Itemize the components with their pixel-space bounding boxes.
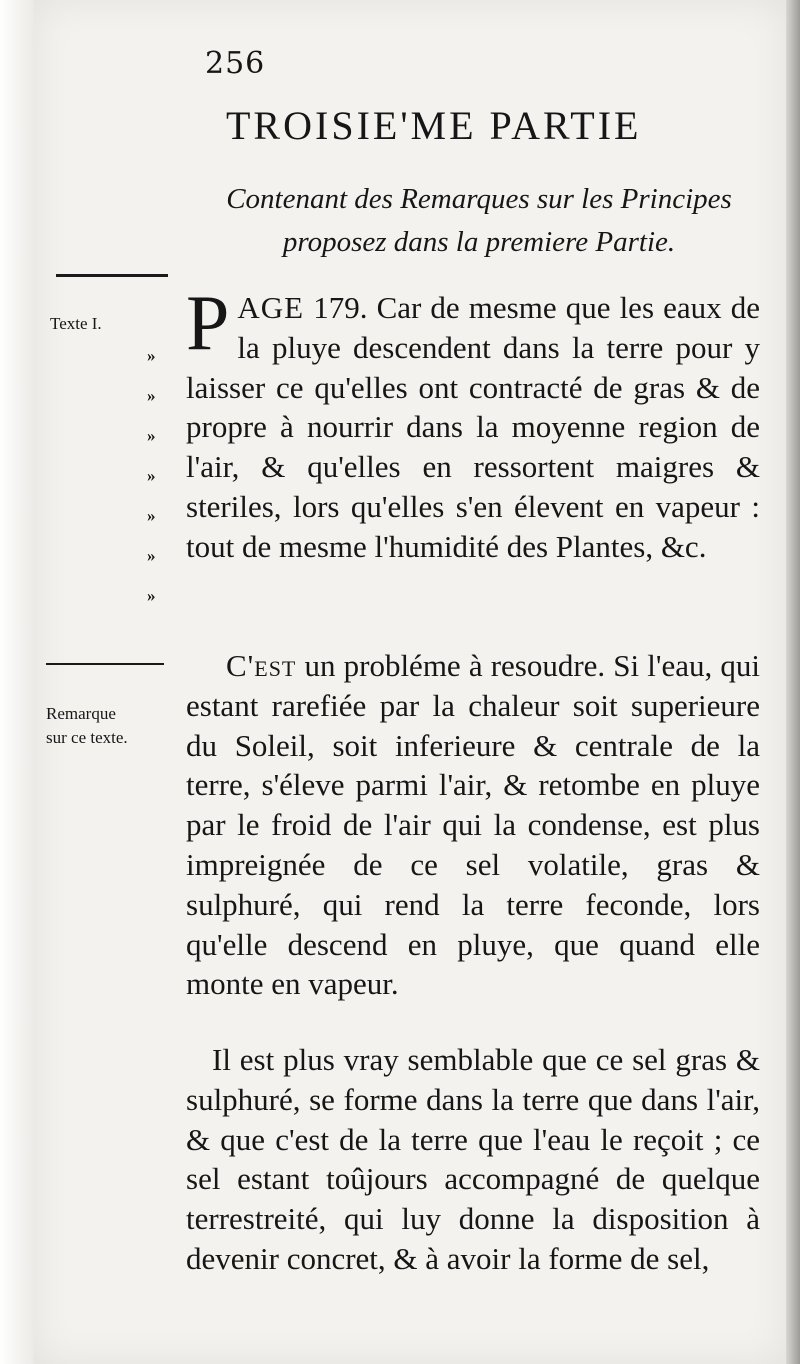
quote-opening: AGE [237,290,305,325]
drop-cap: P [186,279,230,366]
quote-mark: » [147,546,156,565]
remark-paragraph [186,646,760,1004]
margin-rule-bottom [46,663,164,665]
page-gutter [0,0,34,1364]
quote-mark: » [147,386,156,405]
quote-mark: » [147,466,156,485]
paragraph-3-text: Il est plus vray semblable que ce sel gras & sulphuré, se forme dans la terre que dans l'air, & que c'est de la terre que l'eau le reçoit ; ce sel estant toûjours accompagné de quelque terrestreité, qui luy donne la disposition à devenir concret, & à avoir la forme de sel, [186,1042,760,1276]
quote-body: 179. Car de mesme que les eaux de la pluye descendent dans la terre pour y laisser ce qu'elles ont contracté de gras & de propre à nourrir dans la moyenne region de l'air, & qu'elles en ressortent maigres & steriles, lors qu'elles s'en élevent en vapeur : tout de mesme l'humidité des Plantes, &c. [186,290,760,564]
margin-note-text-label: Texte I. [50,314,102,333]
quote-mark: » [147,426,156,445]
quote-mark: » [147,586,156,605]
page-edge [786,0,800,1364]
page-number: 256 [205,46,266,81]
quote-mark: » [147,346,156,365]
quote-mark: » [147,506,156,525]
section-title: TROISIE'ME PARTIE [226,103,642,148]
section-subtitle: Contenant des Remarques sur les Principes proposez dans la premiere Partie. [226,183,732,258]
margin-rule-top [56,274,168,277]
margin-note-remark-line1: Remarque [46,704,116,723]
margin-note-remark-label [46,702,128,750]
remark-body: un probléme à resoudre. Si l'eau, qui estant rarefiée par la chaleur soit superieure du Soleil, soit inferieure & centrale de la terre, s'éleve parmi l'air, & retombe en pluye par le froid de l'air qui la condense, est plus impreignée de ce sel volatile, gras & sulphuré, qui rend la terre feconde, lors qu'elle descend en pluye, que quand elle monte en vapeur. [186,648,760,1002]
paragraph-3 [186,1040,760,1279]
remark-opening: C'est [226,648,297,683]
margin-note-remark-line2: sur ce texte. [46,728,128,747]
quoted-passage [186,279,760,567]
